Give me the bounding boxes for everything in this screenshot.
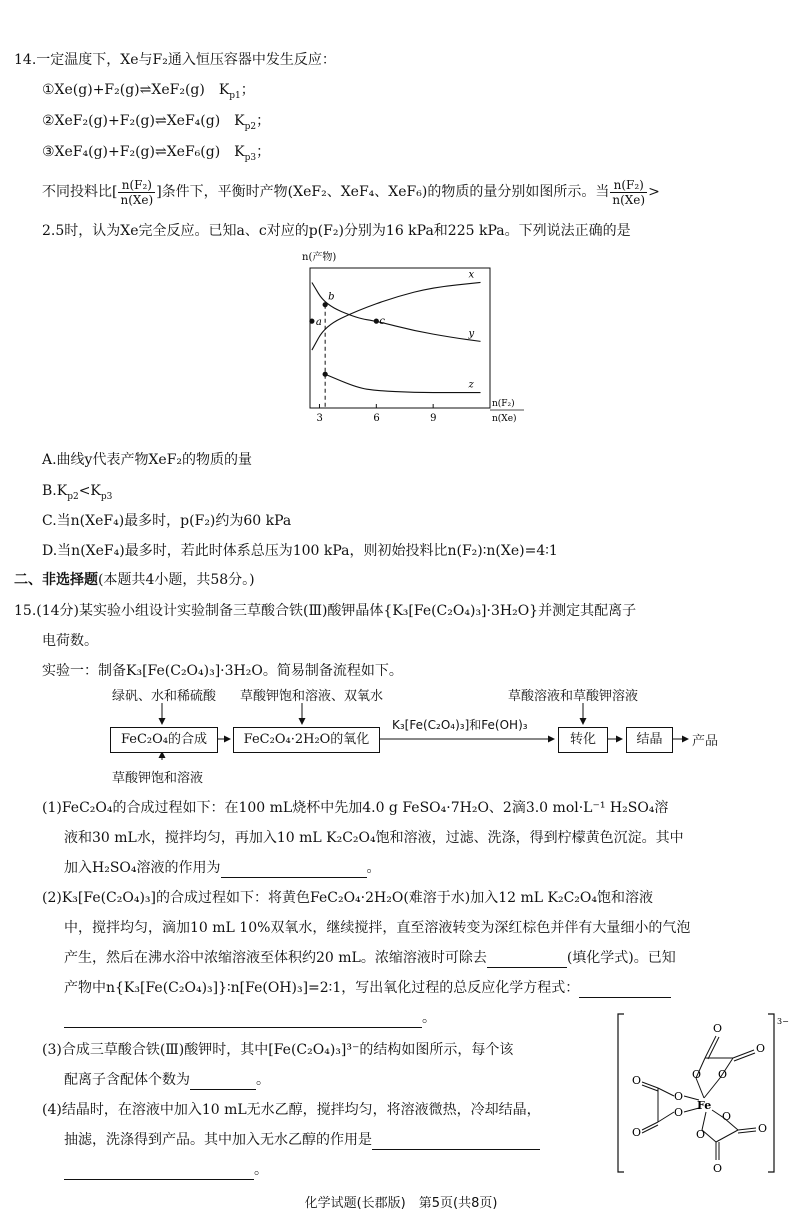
q14-reaction-2: ②XeF₂(g)+F₂(g)⇌XeF₄(g) $K_{p2}$； <box>42 113 271 132</box>
flow-intermediate: K₃[Fe(C₂O₄)₃]和Fe(OH)₃ <box>392 718 528 732</box>
series-z-label: z <box>468 379 474 391</box>
flow-input-2: 草酸钾饱和溶液、双氧水 <box>240 689 384 704</box>
q14-stem: 14.一定温度下，Xe与F₂通入恒压容器中发生反应： <box>14 52 336 68</box>
flow-box-conversion: 转化 <box>558 727 608 753</box>
answer-blank-3b[interactable] <box>64 1011 422 1028</box>
o-atom: O <box>756 1042 766 1055</box>
flow-box-crystallize: 结晶 <box>626 727 673 753</box>
flow-input-4: 草酸钾饱和溶液 <box>112 771 204 786</box>
q15-part2-line2: 中，搅拌均匀，滴加10 mL 10%双氧水，继续搅拌，直至溶液转变为深红棕色并伴有大量细小的气泡 <box>64 920 691 936</box>
point-a-label: a <box>315 317 322 329</box>
q14-option-b: $B.K_{p2}<K_{p3}$ <box>42 483 113 502</box>
q15-part2-line4: 产物中n{K₃[Fe(C₂O₄)₃]}∶n[Fe(OH)₃]=2∶1，写出氧化过程的总反应化学方程式： <box>64 978 671 998</box>
charge-label: 3− <box>777 1017 789 1026</box>
o-atom: O <box>632 1074 642 1087</box>
o-atom: O <box>692 1068 702 1081</box>
series-y-label: y <box>468 328 475 340</box>
point-c-label: c <box>379 316 385 328</box>
q15-part1-line3: 加入H₂SO₄溶液的作用为 。 <box>64 860 381 876</box>
answer-blank-5b[interactable] <box>64 1163 254 1180</box>
o-atom: O <box>718 1068 728 1081</box>
q15-part1-line1: (1)FeC₂O₄的合成过程如下：在100 mL烧杯中先加4.0 g FeSO₄·7H₂O、2滴3.0 mol·L⁻¹ H₂SO₄溶 <box>42 800 669 816</box>
y-axis-label: n(产物) <box>302 252 337 263</box>
q15-part3-line2: 配离子含配体个数为 。 <box>64 1072 270 1088</box>
o-atom: O <box>632 1126 642 1139</box>
x-tick-label: 6 <box>373 413 380 424</box>
o-atom: O <box>674 1090 684 1103</box>
series-x-label: x <box>468 269 475 281</box>
o-atom: O <box>696 1128 706 1141</box>
flow-box-synthesis: FeC₂O₄的合成 <box>110 727 218 753</box>
q15-part2-line1: (2)K₃[Fe(C₂O₄)₃]的合成过程如下：将黄色FeC₂O₄·2H₂O(难溶于水)加入12 mL K₂C₂O₄饱和溶液 <box>42 890 654 906</box>
x-tick-label: 3 <box>316 413 323 424</box>
q15-stem: 15.(14分)某实验小组设计实验制备三草酸合铁(Ⅲ)酸钾晶体{K₃[Fe(C₂O₄)₃]·3H₂O}并测定其配离子 <box>14 603 637 619</box>
flow-box-oxidation: FeC₂O₄·2H₂O的氧化 <box>233 727 380 753</box>
point-b-label: b <box>328 291 335 303</box>
x-axis-label-num: n(F₂) <box>492 399 515 409</box>
section-2-heading: 二、非选择题(本题共4小题，共58分。) <box>14 572 255 588</box>
q15-part4-line1: (4)结晶时，在溶液中加入10 mL无水乙醇，搅拌均匀，将溶液微热，冷却结晶， <box>42 1102 541 1118</box>
ratio-fraction-2: $\frac{\text{n(F₂)}}{n(Xe)}$ <box>612 177 646 207</box>
answer-blank-1[interactable] <box>221 861 367 878</box>
q14-option-a: A.曲线y代表产物XeF₂的物质的量 <box>42 452 253 468</box>
flow-product: 产品 <box>692 734 719 749</box>
q14-reaction-3: ③XeF₄(g)+F₂(g)⇌XeF₆(g) $K_{p3}$； <box>42 144 271 163</box>
answer-blank-5a[interactable] <box>372 1133 540 1150</box>
fe-atom: Fe <box>697 1099 712 1112</box>
q15-part3-line1: (3)合成三草酸合铁(Ⅲ)酸钾时，其中[Fe(C₂O₄)₃]³⁻的结构如图所示，每个该 <box>42 1042 514 1058</box>
q15-part1-line2: 液和30 mL水，搅拌均匀，再加入10 mL K₂C₂O₄饱和溶液，过滤、洗涤，得到柠檬黄色沉淀。其中 <box>64 830 684 846</box>
ratio-fraction: $\frac{\text{n(F₂)}}{n(Xe)}$ <box>120 177 154 207</box>
q15-part4-line2: 抽滤，洗涤得到产品。其中加入无水乙醇的作用是 <box>64 1130 540 1150</box>
bracket-left <box>618 1014 624 1172</box>
q14-line2: 2.5时，认为Xe完全反应。已知a、c对应的p(F₂)分别为16 kPa和225 kPa。下列说法正确的是 <box>42 223 631 239</box>
q15-stem-cont: 电荷数。 <box>42 633 98 649</box>
answer-blank-4[interactable] <box>190 1073 256 1090</box>
o-atom: O <box>713 1162 723 1175</box>
q15-exp1: 实验一：制备K₃[Fe(C₂O₄)₃]·3H₂O。简易制备流程如下。 <box>42 663 403 679</box>
page-footer: 化学试题(长郡版) 第5页(共8页) <box>304 1196 498 1211</box>
bracket-right <box>768 1014 774 1172</box>
answer-blank-3a[interactable] <box>579 981 671 998</box>
bonds <box>642 1036 756 1160</box>
q14-option-d: D.当n(XeF₄)最多时，若此时体系总压为100 kPa，则初始投料比n(F₂)∶n(Xe)=4∶1 <box>42 543 558 559</box>
q14-ratio-line: 不同投料比[ $\frac{\text{n(F₂)}}{n(Xe)}$ ]条件下，平衡时产物(XeF₂、XeF₄、XeF₆)的物质的量分别如图所示。当 $\frac{\text{n(F₂)}}{n(Xe)}$ > <box>42 177 660 207</box>
x-axis-label-den: n(Xe) <box>492 414 517 424</box>
q15-part4-line3: 。 <box>64 1160 268 1180</box>
o-atom: O <box>758 1122 768 1135</box>
x-tick-label: 9 <box>430 413 437 424</box>
o-atom: O <box>713 1022 723 1035</box>
q14-option-c: C.当n(XeF₄)最多时，p(F₂)约为60 kPa <box>42 513 292 529</box>
answer-blank-2[interactable] <box>487 951 567 968</box>
q14-reaction-1: ①Xe(g)+F₂(g)⇌XeF₂(g) $K_{p1}$； <box>42 82 255 101</box>
o-atom: O <box>722 1110 732 1123</box>
ferrioxalate-structure <box>616 1012 796 1176</box>
flow-input-1: 绿矾、水和稀硫酸 <box>112 689 217 704</box>
q15-part2-line5: 。 <box>64 1008 436 1028</box>
atom-labels <box>632 1022 767 1175</box>
q15-part2-line3: 产生，然后在沸水浴中浓缩溶液至体积约20 mL。浓缩溶液时可除去 (填化学式)。已知 <box>64 950 676 966</box>
flow-input-3: 草酸溶液和草酸钾溶液 <box>508 689 639 704</box>
o-atom: O <box>674 1106 684 1119</box>
